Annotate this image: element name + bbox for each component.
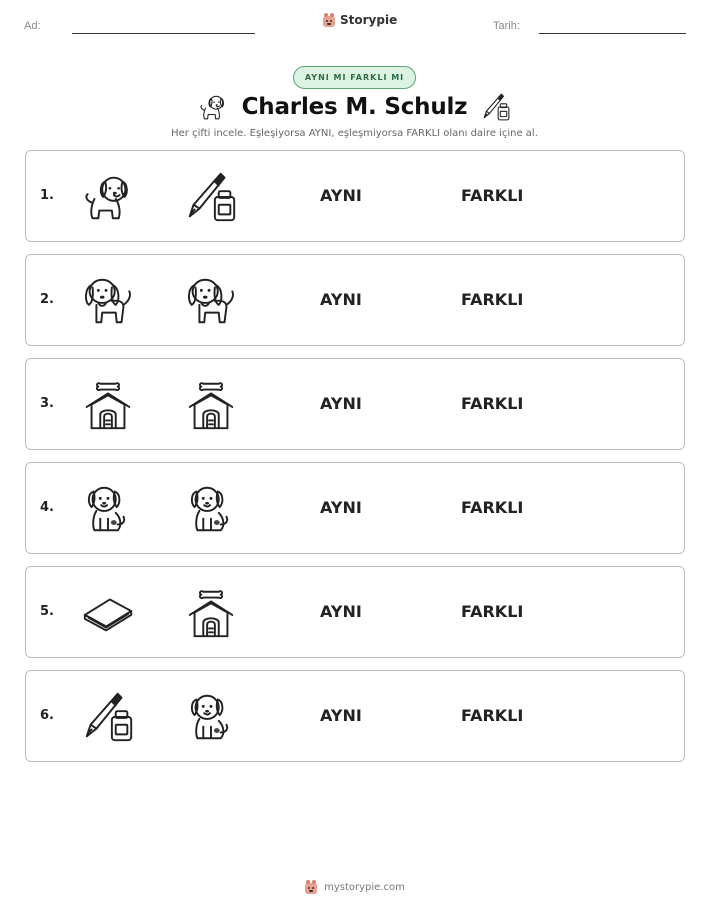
same-option[interactable]: AYNI — [320, 186, 362, 205]
different-option[interactable]: FARKLI — [461, 290, 524, 309]
puppy-icon — [79, 169, 137, 225]
same-option[interactable]: AYNI — [320, 290, 362, 309]
doghouse-icon — [182, 585, 240, 641]
title-row — [0, 90, 709, 124]
instructions: Her çifti incele. Eşleşiyorsa AYNI, eşleşmiyorsa FARKLI olanı daire içine al. — [171, 128, 538, 139]
footer-url: mystorypie.com — [324, 881, 405, 893]
same-option[interactable]: AYNI — [320, 394, 362, 413]
name-field[interactable] — [72, 33, 255, 34]
exercise-row — [25, 670, 685, 762]
pen-inkwell-icon — [182, 169, 240, 225]
storypie-mascot-icon — [322, 12, 336, 28]
exercise-list — [25, 150, 685, 774]
different-option[interactable]: FARKLI — [461, 186, 524, 205]
different-option[interactable]: FARKLI — [461, 706, 524, 725]
exercise-row — [25, 150, 685, 242]
row-number: 3. — [40, 396, 54, 411]
exercise-row — [25, 254, 685, 346]
book-icon — [79, 585, 137, 641]
beagle-icon — [182, 273, 240, 329]
exercise-row — [25, 566, 685, 658]
brand-name: Storypie — [340, 13, 398, 27]
footer — [0, 879, 709, 895]
row-number: 2. — [40, 292, 54, 307]
pen-inkwell-icon — [479, 92, 513, 122]
exercise-row — [25, 358, 685, 450]
different-option[interactable]: FARKLI — [461, 394, 524, 413]
date-field[interactable] — [539, 33, 686, 34]
pen-inkwell-icon — [79, 689, 137, 745]
same-option[interactable]: AYNI — [320, 706, 362, 725]
different-option[interactable]: FARKLI — [461, 602, 524, 621]
row-number: 6. — [40, 708, 54, 723]
row-number: 1. — [40, 188, 54, 203]
sitting-puppy-icon — [182, 481, 240, 537]
sitting-puppy-icon — [79, 481, 137, 537]
page-title: Charles M. Schulz — [241, 94, 468, 120]
worksheet-type-badge: AYNI MI FARKLI MI — [293, 66, 416, 89]
name-label: Ad: — [24, 20, 41, 32]
worksheet-header — [0, 0, 709, 50]
beagle-icon — [79, 273, 137, 329]
storypie-mascot-icon — [304, 879, 318, 895]
sitting-puppy-icon — [182, 689, 240, 745]
exercise-row — [25, 462, 685, 554]
row-number: 5. — [40, 604, 54, 619]
different-option[interactable]: FARKLI — [461, 498, 524, 517]
same-option[interactable]: AYNI — [320, 498, 362, 517]
date-label: Tarih: — [493, 20, 520, 32]
puppy-icon — [196, 92, 230, 122]
row-number: 4. — [40, 500, 54, 515]
doghouse-icon — [79, 377, 137, 433]
same-option[interactable]: AYNI — [320, 602, 362, 621]
storypie-logo — [322, 12, 397, 28]
doghouse-icon — [182, 377, 240, 433]
